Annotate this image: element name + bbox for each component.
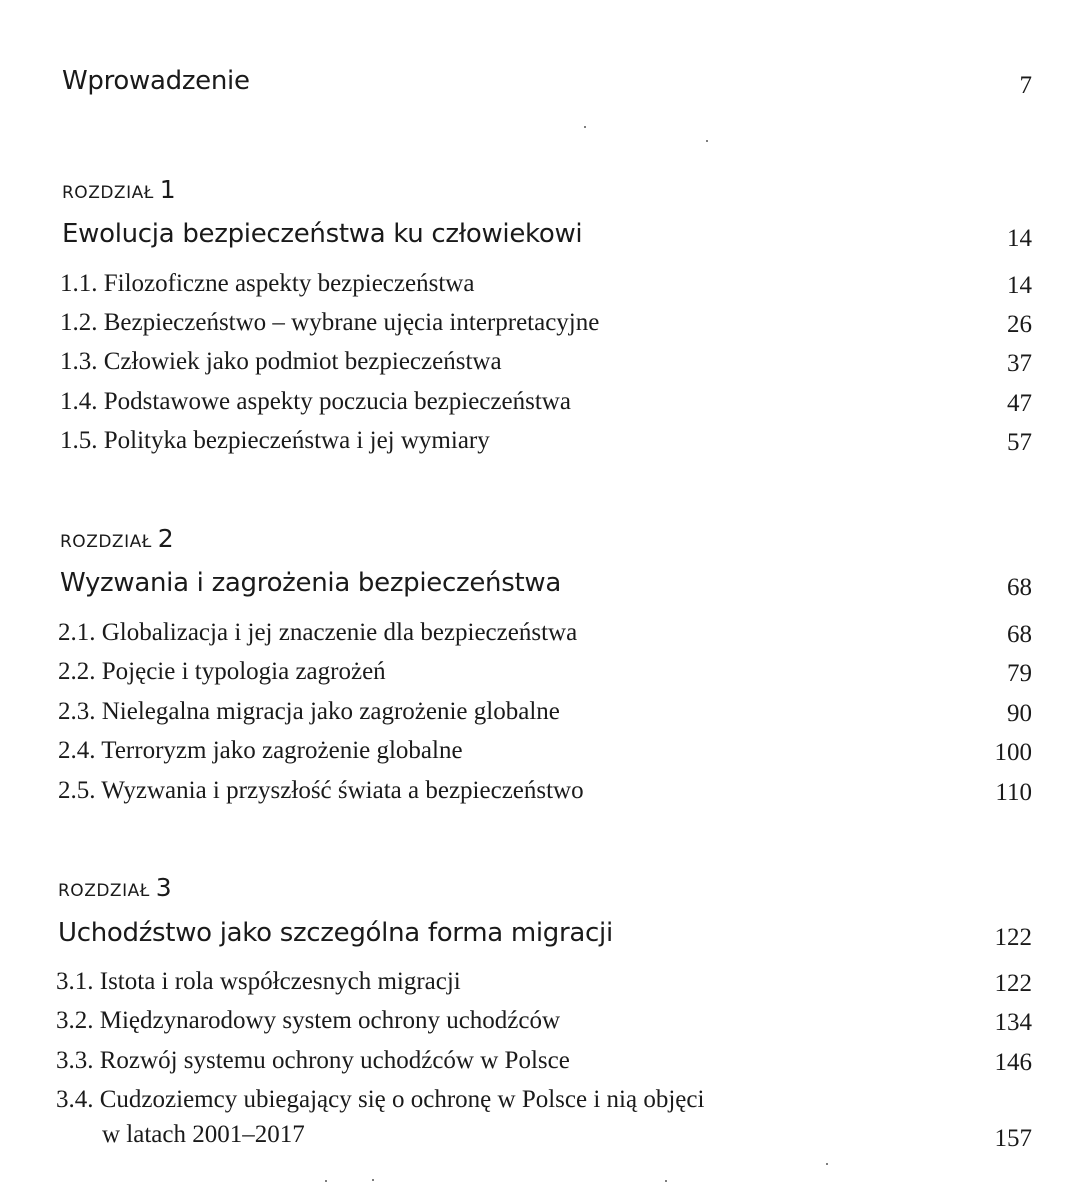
scan-speck (706, 140, 708, 142)
chapter-1-label (62, 175, 176, 204)
section-page-number: 110 (995, 779, 1032, 806)
section-3-4-continuation: w latach 2001–2017 (102, 1121, 305, 1148)
scan-speck (584, 126, 586, 128)
chapter-3-title: Uchodźstwo jako szczególna forma migracji (58, 918, 613, 948)
section-page-number: 157 (994, 1125, 1032, 1152)
scan-speck (372, 1179, 374, 1181)
section-3-4: 3.4. Cudzoziemcy ubiegający się o ochronę w Polsce i nią objęci (56, 1086, 705, 1113)
scan-speck (325, 1180, 327, 1182)
chapter-number: 3 (155, 873, 172, 902)
section-2-4: 2.4. Terroryzm jako zagrożenie globalne (58, 737, 463, 764)
section-page-number: 37 (1007, 350, 1032, 377)
chapter-label-text: ROZDZIAŁ (58, 881, 150, 901)
intro-page-number: 7 (1019, 72, 1032, 99)
section-page-number: 47 (1007, 390, 1032, 417)
scan-speck (826, 1163, 828, 1165)
section-page-number: 146 (994, 1049, 1032, 1076)
chapter-label-text: ROZDZIAŁ (62, 183, 154, 203)
section-3-2: 3.2. Międzynarodowy system ochrony uchodźców (56, 1007, 561, 1034)
section-page-number: 122 (994, 970, 1032, 997)
section-1-2: 1.2. Bezpieczeństwo – wybrane ujęcia interpretacyjne (60, 309, 600, 336)
section-page-number: 26 (1007, 311, 1032, 338)
section-2-3: 2.3. Nielegalna migracja jako zagrożenie globalne (58, 698, 560, 725)
chapter-2-page-number: 68 (1007, 574, 1032, 601)
section-1-4: 1.4. Podstawowe aspekty poczucia bezpieczeństwa (60, 388, 571, 415)
chapter-3-page-number: 122 (994, 924, 1032, 951)
section-page-number: 14 (1007, 272, 1032, 299)
section-page-number: 79 (1007, 660, 1032, 687)
chapter-number: 2 (157, 524, 174, 553)
section-1-3: 1.3. Człowiek jako podmiot bezpieczeństwa (60, 348, 502, 375)
chapter-3-label (58, 873, 172, 902)
chapter-label-text: ROZDZIAŁ (60, 532, 152, 552)
section-page-number: 90 (1007, 700, 1032, 727)
section-page-number: 68 (1007, 621, 1032, 648)
chapter-1-page-number: 14 (1007, 225, 1032, 252)
chapter-1-title: Ewolucja bezpieczeństwa ku człowiekowi (62, 219, 583, 249)
chapter-number: 1 (159, 175, 176, 204)
chapter-2-title: Wyzwania i zagrożenia bezpieczeństwa (60, 568, 561, 598)
chapter-2-label (60, 524, 174, 553)
section-1-1: 1.1. Filozoficzne aspekty bezpieczeństwa (60, 270, 475, 297)
section-page-number: 57 (1007, 429, 1032, 456)
section-page-number: 100 (994, 739, 1032, 766)
section-3-3: 3.3. Rozwój systemu ochrony uchodźców w Polsce (56, 1047, 570, 1074)
intro-title: Wprowadzenie (62, 66, 250, 96)
scan-speck (665, 1180, 667, 1182)
section-2-5: 2.5. Wyzwania i przyszłość świata a bezpieczeństwo (58, 777, 584, 804)
section-1-5: 1.5. Polityka bezpieczeństwa i jej wymiary (60, 427, 490, 454)
section-3-1: 3.1. Istota i rola współczesnych migracji (56, 968, 461, 995)
section-2-2: 2.2. Pojęcie i typologia zagrożeń (58, 658, 386, 685)
section-2-1: 2.1. Globalizacja i jej znaczenie dla bezpieczeństwa (58, 619, 578, 646)
section-page-number: 134 (994, 1009, 1032, 1036)
